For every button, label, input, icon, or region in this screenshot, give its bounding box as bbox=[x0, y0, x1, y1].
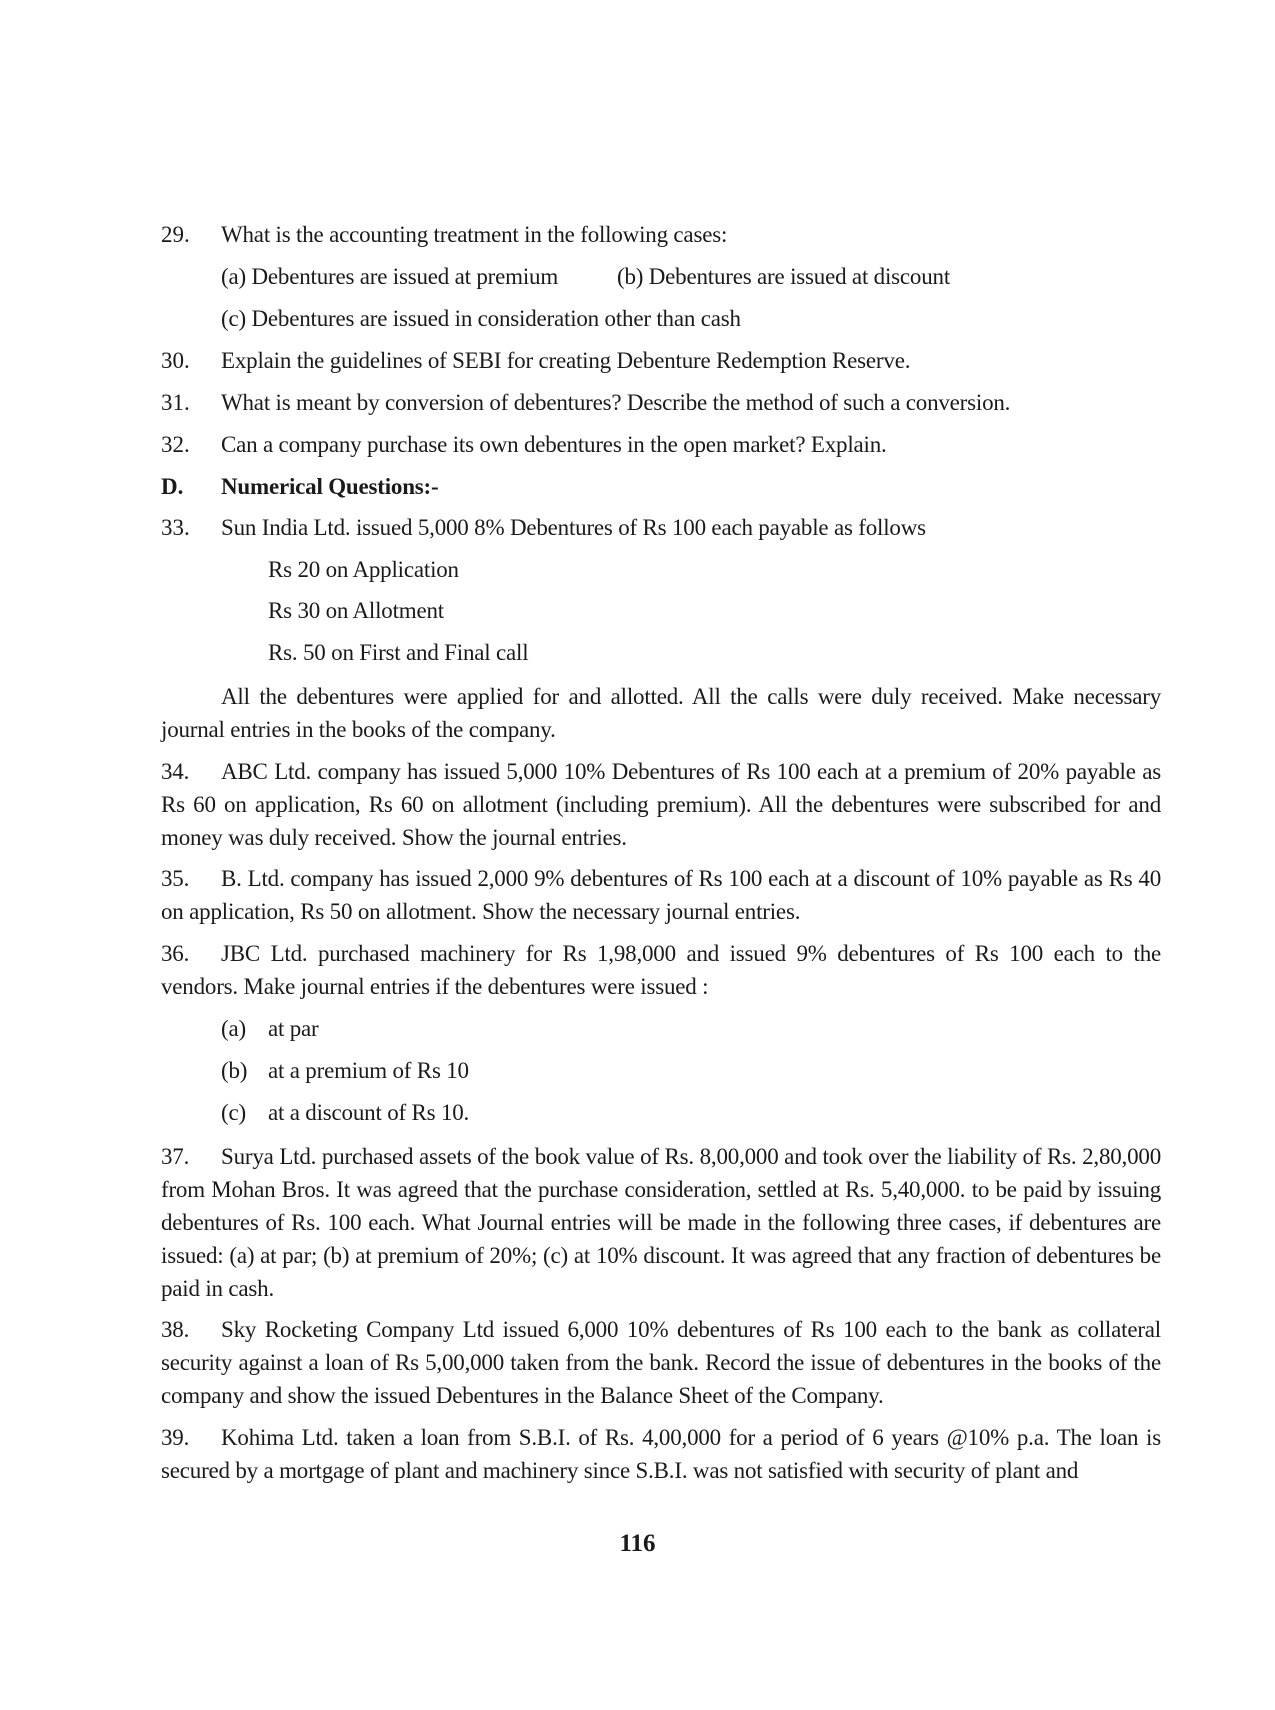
q38-text: Sky Rocketing Company Ltd issued 6,000 10% debentures of Rs 100 each to the bank as collateral security against a loan of Rs 5,00,000 taken from the bank. Record the issue of debentures in the books of the company and show the issued Debentures in the Balance Sheet of the Company. bbox=[161, 1317, 1161, 1408]
q36-option-label: (a) bbox=[221, 1016, 246, 1041]
q29-option-a: (a) Debentures are issued at premium bbox=[221, 264, 559, 289]
q32-number: 32. bbox=[161, 432, 190, 457]
q32-text: Can a company purchase its own debentures in the open market? Explain. bbox=[221, 432, 887, 457]
q29-option-b: (b) Debentures are issued at discount bbox=[617, 264, 951, 289]
q33-item: Rs 30 on Allotment bbox=[268, 598, 444, 623]
q39-number: 39. bbox=[161, 1425, 190, 1450]
q30-number: 30. bbox=[161, 348, 190, 373]
q33-paragraph: All the debentures were applied for and allotted. All the calls were duly received. Make necessary journal entries in the books of the company. bbox=[161, 684, 1161, 742]
q37-text: Surya Ltd. purchased assets of the book value of Rs. 8,00,000 and took over the liability of Rs. 2,80,000 from Mohan Bros. It was agreed that the purchase consideration, settled at Rs. 5,40,000. to be paid by issuing debentures of Rs. 100 each. What Journal entries will be made in the following three cases, if debentures are issued: (a) at par; (b) at premium of 20%; (c) at 10% discount. It was agreed that any fraction of debentures be paid in cash. bbox=[161, 1144, 1161, 1301]
q36-paragraph bbox=[161, 937, 1161, 1003]
q29-text: What is the accounting treatment in the following cases: bbox=[221, 222, 728, 247]
q34-number: 34. bbox=[161, 759, 190, 784]
q34-text: ABC Ltd. company has issued 5,000 10% Debentures of Rs 100 each at a premium of 20% payable as Rs 60 on application, Rs 60 on allotment (including premium). All the debentures were subscribed for and money was duly received. Show the journal entries. bbox=[161, 759, 1161, 850]
q38-paragraph bbox=[161, 1313, 1161, 1412]
q36-option-label: (b) bbox=[221, 1058, 248, 1083]
q35-text: B. Ltd. company has issued 2,000 9% debentures of Rs 100 each at a discount of 10% payable as Rs 40 on application, Rs 50 on allotment. Show the necessary journal entries. bbox=[161, 866, 1161, 924]
q36-option-text: at par bbox=[268, 1016, 319, 1041]
q34-paragraph bbox=[161, 755, 1161, 854]
q39-paragraph bbox=[161, 1421, 1161, 1487]
section-d-letter: D. bbox=[161, 474, 184, 499]
section-d-title: Numerical Questions:- bbox=[221, 474, 439, 499]
q33-text: Sun India Ltd. issued 5,000 8% Debentures of Rs 100 each payable as follows bbox=[221, 515, 926, 540]
q39-text: Kohima Ltd. taken a loan from S.B.I. of Rs. 4,00,000 for a period of 6 years @10% p.a. The loan is secured by a mortgage of plant and machinery since S.B.I. was not satisfied with security of plant and bbox=[161, 1425, 1161, 1483]
q29-number: 29. bbox=[161, 222, 190, 247]
q33-number: 33. bbox=[161, 515, 190, 540]
q35-paragraph bbox=[161, 862, 1161, 928]
q36-option-text: at a discount of Rs 10. bbox=[268, 1100, 470, 1125]
q36-text: JBC Ltd. purchased machinery for Rs 1,98,000 and issued 9% debentures of Rs 100 each to the vendors. Make journal entries if the debentures were issued : bbox=[161, 941, 1161, 999]
q38-number: 38. bbox=[161, 1317, 190, 1342]
q36-option-label: (c) bbox=[221, 1100, 246, 1125]
q33-item: Rs. 50 on First and Final call bbox=[268, 640, 529, 665]
q35-number: 35. bbox=[161, 866, 190, 891]
q37-number: 37. bbox=[161, 1144, 190, 1169]
q36-option-text: at a premium of Rs 10 bbox=[268, 1058, 469, 1083]
q33-item: Rs 20 on Application bbox=[268, 557, 459, 582]
q31-text: What is meant by conversion of debentures? Describe the method of such a conversion. bbox=[221, 390, 1011, 415]
page-number: 116 bbox=[619, 1530, 656, 1557]
q30-text: Explain the guidelines of SEBI for creating Debenture Redemption Reserve. bbox=[221, 348, 911, 373]
q36-number: 36. bbox=[161, 941, 190, 966]
q31-number: 31. bbox=[161, 390, 190, 415]
q29-option-c: (c) Debentures are issued in consideration other than cash bbox=[221, 306, 741, 331]
q37-paragraph bbox=[161, 1140, 1161, 1305]
